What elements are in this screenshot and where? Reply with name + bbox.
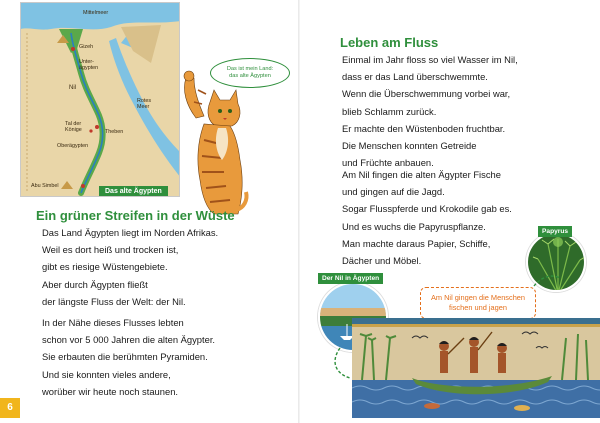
map-label-tal-der-koenige: Tal der Könige [65, 121, 82, 133]
right-paragraph-2 [342, 166, 512, 269]
page-number-left: 6 [0, 398, 20, 418]
map-label-rotes-meer: Rotes Meer [137, 98, 152, 110]
text-line: und gingen auf die Jagd. [342, 186, 445, 198]
text-line: worüber wir heute noch staunen. [42, 385, 179, 397]
map-caption: Das alte Ägypten [99, 186, 168, 197]
text-line: schon vor 5 000 Jahren die alten Ägypter. [42, 334, 216, 346]
fishing-callout [420, 287, 536, 319]
text-line: Dächer und Möbel. [342, 255, 422, 267]
map-label-abu-simbel: Abu Simbel [31, 183, 59, 189]
right-heading: Leben am Fluss [340, 35, 439, 50]
text-line: Und sie konnten vieles andere, [42, 368, 171, 380]
cat-speech-text: Das ist mein Land: das alte Ägypten [226, 66, 274, 79]
text-line: Die Menschen konnten Getreide [342, 140, 477, 152]
right-paragraph-1 [342, 51, 518, 171]
left-paragraph-2 [42, 314, 215, 400]
text-line: Weil es dort heiß und trocken ist, [42, 244, 179, 256]
map-label-theben: Theben [105, 129, 124, 135]
text-line: Aber durch Ägypten fließt [42, 278, 148, 290]
text-line: und Früchte anbauen. [342, 157, 434, 169]
egypt-map [20, 2, 180, 197]
map-label-mittelmeer: Mittelmeer [83, 10, 109, 16]
left-paragraph-1 [42, 224, 218, 310]
map-label-nil: Nil [69, 85, 76, 91]
text-line: Und es wuchs die Papyruspflanze. [342, 220, 486, 232]
papyrus-label: Papyrus [538, 226, 572, 237]
left-heading: Ein grüner Streifen in der Wüste [36, 208, 235, 223]
text-line: blieb Schlamm zurück. [342, 105, 437, 117]
text-line: Wenn die Überschwemmung vorbei war, [342, 88, 511, 100]
map-label-unteraegypten: Unter- ägypten [79, 59, 99, 71]
fishing-callout-text: Am Nil gingen die Menschen fischen und jagen [430, 293, 526, 312]
egypt-map-drawing [21, 3, 180, 197]
nile-label: Der Nil in Ägypten [318, 273, 383, 284]
egyptian-fresco [352, 318, 600, 418]
text-line: Einmal im Jahr floss so viel Wasser im Nil, [342, 54, 518, 65]
map-label-gizeh: Gizeh [79, 44, 94, 50]
text-line: Man machte daraus Papier, Schiffe, [342, 237, 491, 249]
cat-speech-bubble [210, 58, 290, 88]
text-line: Er machte den Wüstenboden fruchtbar. [342, 122, 506, 134]
map-label-oberaegypten: Oberägypten [57, 143, 89, 149]
text-line: Sogar Flusspferde und Krokodile gab es. [342, 203, 512, 215]
text-line: dass er das Land überschwemmte. [342, 71, 488, 83]
text-line: Sie erbauten die berühmten Pyramiden. [42, 351, 208, 363]
text-line: Am Nil fingen die alten Ägypter Fische [342, 169, 501, 180]
text-line: Das Land Ägypten liegt im Norden Afrikas. [42, 227, 219, 238]
text-line: gibt es riesige Wüstengebiete. [42, 261, 168, 273]
text-line: der längste Fluss der Welt: der Nil. [42, 295, 186, 307]
text-line: In der Nähe dieses Flusses lebten [42, 317, 184, 328]
